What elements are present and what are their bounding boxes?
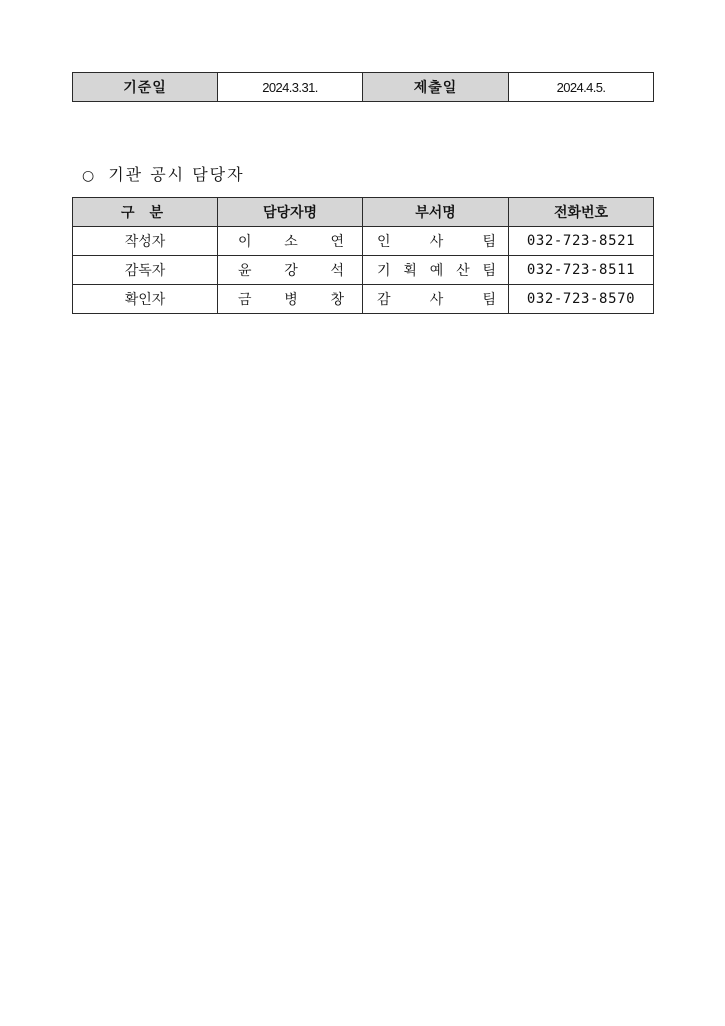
table-row xyxy=(73,285,654,314)
reference-date-table xyxy=(72,72,654,102)
header-department: 부서명 xyxy=(363,198,509,227)
section-title: 기관 공시 담당자 xyxy=(108,165,245,184)
row-role: 감독자 xyxy=(73,256,218,285)
circle-bullet-icon: ○ xyxy=(82,168,97,184)
base-date-label: 기준일 xyxy=(73,73,218,102)
section-heading xyxy=(82,162,245,185)
row-phone: 032-723-8511 xyxy=(509,256,654,285)
contact-table xyxy=(72,197,654,314)
row-phone: 032-723-8521 xyxy=(509,227,654,256)
row-department: 감 사 팀 xyxy=(363,285,509,314)
row-contact-name: 이 소 연 xyxy=(218,227,363,256)
table-row xyxy=(73,227,654,256)
submit-date-label: 제출일 xyxy=(363,73,509,102)
row-department: 기 획 예 산 팀 xyxy=(363,256,509,285)
row-contact-name: 금 병 창 xyxy=(218,285,363,314)
header-category-char-1: 구 xyxy=(121,205,135,221)
reference-date-row xyxy=(73,73,654,102)
table-row xyxy=(73,256,654,285)
header-category xyxy=(73,198,218,227)
row-phone: 032-723-8570 xyxy=(509,285,654,314)
header-contact-name: 담당자명 xyxy=(218,198,363,227)
header-category-char-2: 분 xyxy=(149,205,163,221)
header-phone: 전화번호 xyxy=(509,198,654,227)
row-contact-name: 윤 강 석 xyxy=(218,256,363,285)
row-department: 인 사 팀 xyxy=(363,227,509,256)
row-role: 확인자 xyxy=(73,285,218,314)
contact-table-header xyxy=(73,198,654,227)
row-role: 작성자 xyxy=(73,227,218,256)
submit-date-value: 2024.4.5. xyxy=(509,73,654,102)
base-date-value: 2024.3.31. xyxy=(218,73,363,102)
